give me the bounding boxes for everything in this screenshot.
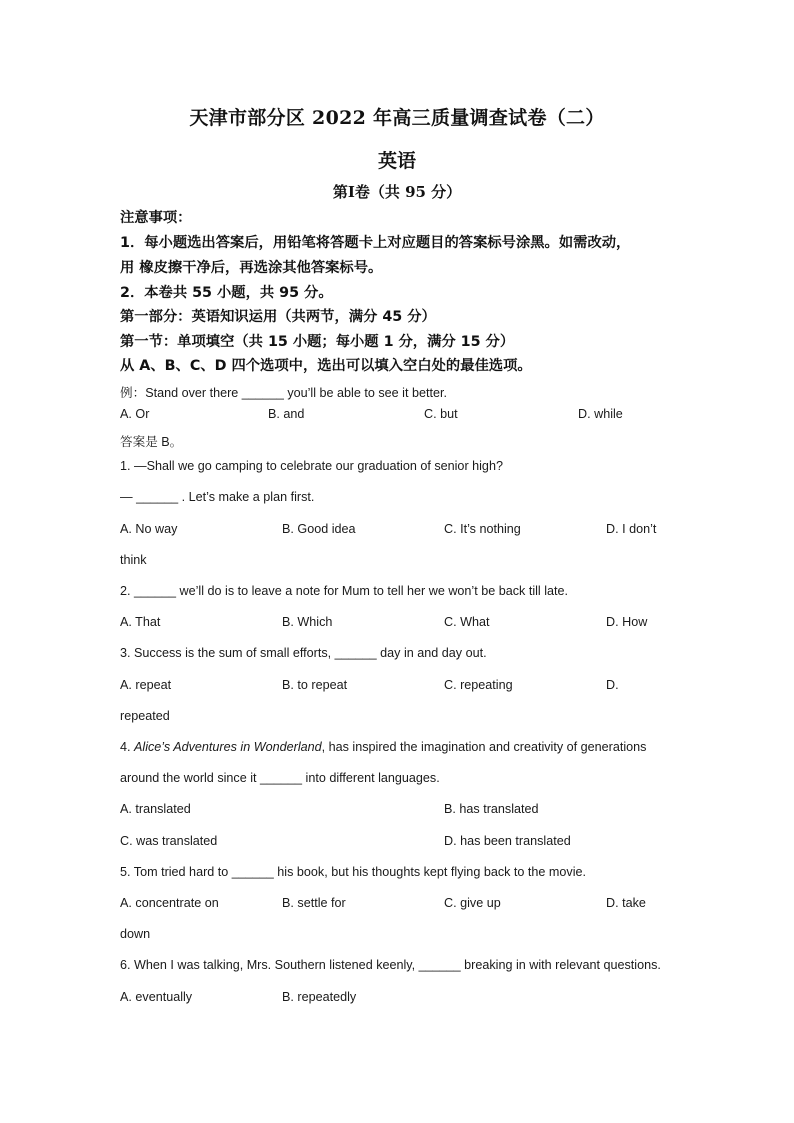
question-5-option-a: A. concentrate on <box>120 896 219 910</box>
volume-heading: 第Ⅰ卷（共 95 分） <box>332 183 462 201</box>
question-1-option-c: C. It’s nothing <box>444 522 521 536</box>
question-5-option-c: C. give up <box>444 896 501 910</box>
question-4-option-d: D. has been translated <box>444 834 571 848</box>
subject-heading: 英语 <box>377 150 416 172</box>
question-1-stem: 1. —Shall we go camping to celebrate our graduation of senior high? <box>120 459 503 473</box>
question-4-number: 4. <box>120 740 135 754</box>
question-2-stem: 2. ______ we’ll do is to leave a note for Mum to tell her we won’t be back till late. <box>120 584 569 598</box>
question-2-option-d: D. How <box>606 615 648 629</box>
notice-line-1: 1．每小题选出答案后，用铅笔将答题卡上对应题目的答案标号涂黑。如需改动， <box>120 235 631 251</box>
question-1-option-d: D. I don’t <box>606 522 657 536</box>
question-4-option-c: C. was translated <box>120 834 218 848</box>
question-4-option-a: A. translated <box>120 802 191 816</box>
question-3-option-b: B. to repeat <box>282 678 348 692</box>
question-5-stem: 5. Tom tried hard to ______ his book, but his thoughts kept flying back to the movie. <box>120 865 587 879</box>
question-4-stem-rest: , has inspired the imagination and creativity of generations <box>321 740 647 754</box>
question-5-option-b: B. settle for <box>282 896 346 910</box>
question-1-option-b: B. Good idea <box>282 522 356 536</box>
question-6-option-a: A. eventually <box>120 990 193 1004</box>
question-1-option-d-wrap: think <box>120 553 147 567</box>
question-1-stem-reply: — ______ . Let’s make a plan first. <box>120 490 315 504</box>
question-3-option-a: A. repeat <box>120 678 172 692</box>
example-option-d: D. while <box>578 407 623 421</box>
question-1-option-a: A. No way <box>120 522 178 536</box>
example-option-c: C. but <box>424 407 458 421</box>
section-instruction: 从 A、B、C、D 四个选项中，选出可以填入空白处的最佳选项。 <box>120 358 532 374</box>
example-option-a: A. Or <box>120 407 150 421</box>
part-one-heading: 第一部分：英语知识运用（共两节，满分 45 分） <box>120 309 436 325</box>
question-2-option-c: C. What <box>444 615 490 629</box>
question-2-option-a: A. That <box>120 615 161 629</box>
notice-line-2: 用 橡皮擦干净后，再选涂其他答案标号。 <box>120 260 383 276</box>
section-one-heading: 第一节：单项填空（共 15 小题；每小题 1 分，满分 15 分） <box>120 334 515 350</box>
example-stem: 例：Stand over there ______ you’ll be able to see it better. <box>120 386 447 400</box>
question-5-option-d: D. take <box>606 896 646 910</box>
question-3-option-c: C. repeating <box>444 678 513 692</box>
question-4-stem-line-2: around the world since it ______ into different languages. <box>120 771 440 785</box>
example-option-b: B. and <box>268 407 305 421</box>
question-4-stem <box>120 740 646 754</box>
question-4-book-title: Alice’s Adventures in Wonderland <box>134 740 322 754</box>
notice-line-3: 2．本卷共 55 小题，共 95 分。 <box>120 285 333 301</box>
question-2-option-b: B. Which <box>282 615 333 629</box>
question-3-option-d-wrap: repeated <box>120 709 170 723</box>
notice-heading: 注意事项： <box>120 210 192 226</box>
question-6-option-b: B. repeatedly <box>282 990 357 1004</box>
question-5-option-d-wrap: down <box>120 927 151 941</box>
question-6-stem: 6. When I was talking, Mrs. Southern listened keenly, ______ breaking in with relevant questions. <box>120 958 661 972</box>
exam-title: 天津市部分区 2022 年高三质量调查试卷（二） <box>189 107 605 129</box>
question-3-stem: 3. Success is the sum of small efforts, ______ day in and day out. <box>120 646 487 660</box>
example-answer: 答案是 B。 <box>120 435 183 449</box>
question-4-option-b: B. has translated <box>444 802 539 816</box>
question-3-option-d: D. <box>606 678 619 692</box>
